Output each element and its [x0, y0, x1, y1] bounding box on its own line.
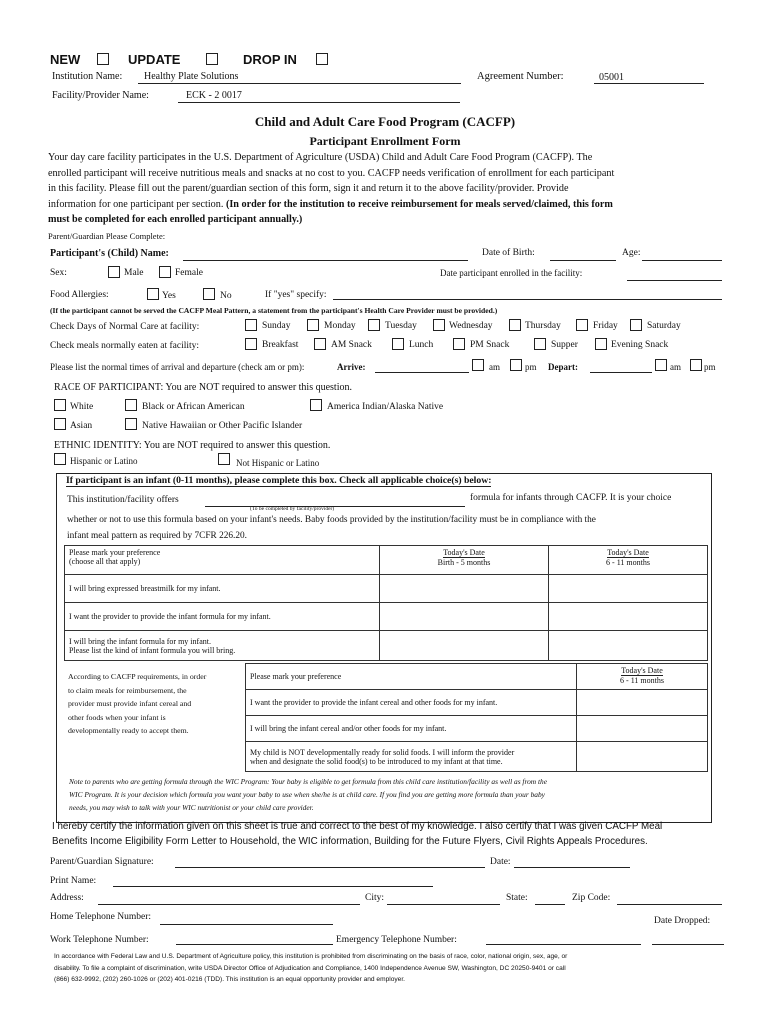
date-label: Date: [490, 857, 511, 867]
dropin-label: DROP IN [243, 52, 297, 67]
day-label-monday: Monday [324, 321, 356, 331]
formula-table [64, 545, 708, 661]
day-label-tuesday: Tuesday [385, 321, 417, 331]
state-field[interactable] [535, 904, 565, 905]
arrive-pm-checkbox[interactable] [510, 359, 522, 371]
update-label: UPDATE [128, 52, 181, 67]
table-row [246, 742, 708, 772]
work-phone-label: Work Telephone Number: [50, 935, 149, 945]
allergies-yes-checkbox[interactable] [147, 288, 159, 300]
agreement-label: Agreement Number: [477, 71, 564, 82]
home-phone-field[interactable] [160, 924, 333, 925]
meal-label-pm-snack: PM Snack [470, 340, 510, 350]
cereal-row3-line2: when and designate the solid food(s) to be introduced to my infant at that time. [250, 756, 503, 766]
day-checkbox-tuesday[interactable] [368, 319, 380, 331]
intro-line-3: in this facility. Please fill out the parent/guardian section of this form, sign it and return it to the above facility/provider. Provide [48, 183, 569, 194]
meal-pattern-note: (If the participant cannot be served the CACFP Meal Pattern, a statement from the participant's Health Care Provider must be provided.) [50, 306, 498, 315]
meal-label-evening-snack: Evening Snack [611, 340, 669, 350]
update-checkbox[interactable] [206, 53, 218, 65]
wic-note-line: Note to parents who are getting formula through the WIC Program: Your baby is eligible to get formula from this child care institution/facility as well as from the [69, 777, 547, 786]
formula-pref-line2: (choose all that apply) [69, 557, 141, 566]
intro-line-4a: information for one participant per section. [48, 199, 226, 210]
allergies-specify-field[interactable] [333, 299, 722, 300]
formula-pref-header [65, 546, 380, 575]
formula-col1-line2: Birth - 5 months [437, 558, 491, 567]
dob-field[interactable] [550, 260, 616, 261]
race-white-checkbox[interactable] [54, 399, 66, 411]
arrive-label: Arrive: [337, 362, 366, 372]
signature-label: Parent/Guardian Signature: [50, 857, 154, 867]
day-checkbox-thursday[interactable] [509, 319, 521, 331]
not-hispanic-checkbox[interactable] [218, 453, 230, 465]
print-name-field[interactable] [113, 886, 433, 887]
race-heading: RACE OF PARTICIPANT: You are NOT required to answer this question. [54, 382, 352, 393]
table-row [65, 575, 708, 603]
cereal-col-line1: Today's Date [621, 666, 663, 675]
certify-line-2: Benefits Income Eligibility Form Letter to Household, the WIC information, Building for the Future Flyers, Civil Rights Appeals Procedures. [52, 836, 648, 847]
state-label: State: [506, 893, 528, 903]
zip-field[interactable] [617, 904, 722, 905]
formula-row1-6-11-cell[interactable] [549, 575, 708, 603]
cereal-row2-cell[interactable] [577, 716, 708, 742]
days-label: Check Days of Normal Care at facility: [50, 322, 200, 332]
infant-heading-text: If participant is an infant (0-11 months), please complete this box. Check all applicable choice(s) below: [66, 475, 492, 486]
offers-label: This institution/facility offers [67, 495, 179, 505]
age-field[interactable] [642, 260, 722, 261]
signature-field[interactable] [175, 867, 485, 868]
facility-value[interactable]: ECK - 2 0017 [186, 90, 242, 101]
wic-note-line: WIC Program. It is your decision which formula you want your baby to use when she/he is at child care. If you find you are getting more formula than your baby [69, 790, 545, 799]
address-label: Address: [50, 893, 84, 903]
female-checkbox[interactable] [159, 266, 171, 278]
complete-label: Parent/Guardian Please Complete: [48, 231, 166, 241]
meal-label-supper: Supper [551, 340, 578, 350]
cereal-row-provider: I want the provider to provide the infant cereal and other foods for my infant. [246, 690, 577, 716]
cereal-row-bring: I will bring the infant cereal and/or other foods for my infant. [246, 716, 577, 742]
meal-checkbox-supper[interactable] [534, 338, 546, 350]
footer-line: (866) 632-9992, (202) 260-1026 or (202) 401-0216 (TDD). This institution is an equal opportunity provider and employer. [54, 976, 406, 983]
table-row [246, 690, 708, 716]
depart-time-field[interactable] [590, 372, 652, 373]
facility-label: Facility/Provider Name: [52, 90, 149, 101]
new-checkbox[interactable] [97, 53, 109, 65]
depart-pm-label: pm [704, 362, 716, 372]
infant-heading [66, 475, 491, 487]
formula-col1-line1: Today's Date [443, 548, 485, 557]
cereal-col-6-11 [577, 664, 708, 690]
hispanic-label: Hispanic or Latino [70, 456, 138, 466]
form-subtitle: Participant Enrollment Form [309, 134, 461, 148]
dropin-checkbox[interactable] [316, 53, 328, 65]
day-label-thursday: Thursday [525, 321, 561, 331]
formula-row1-birth5-cell[interactable] [380, 575, 549, 603]
meals-label: Check meals normally eaten at facility: [50, 341, 200, 351]
enrolled-date-label: Date participant enrolled in the facility: [440, 268, 583, 278]
day-label-friday: Friday [593, 321, 618, 331]
nondiscrimination-footer [54, 951, 567, 986]
formula-pref-line1: Please mark your preference [69, 548, 161, 557]
race-black-checkbox[interactable] [125, 399, 137, 411]
date-dropped-label: Date Dropped: [654, 916, 711, 926]
formula-row-provider: I want the provider to provide the infant formula for my infant. [65, 603, 380, 631]
work-phone-field[interactable] [176, 944, 333, 945]
cereal-row-not-ready [246, 742, 577, 772]
city-label: City: [365, 893, 385, 903]
city-field[interactable] [387, 904, 500, 905]
form-title: Child and Adult Care Food Program (CACFP) [254, 114, 516, 129]
address-field[interactable] [98, 904, 360, 905]
cereal-explanation-line: According to CACFP requirements, in order [68, 672, 207, 681]
day-label-saturday: Saturday [647, 321, 681, 331]
day-checkbox-monday[interactable] [307, 319, 319, 331]
institution-value[interactable]: Healthy Plate Solutions [144, 71, 239, 82]
date-dropped-field[interactable] [652, 944, 724, 945]
formula-row3-line1: I will bring the infant formula for my infant. [69, 636, 211, 646]
cereal-row3-cell[interactable] [577, 742, 708, 772]
sex-label: Sex: [50, 268, 67, 278]
arrive-time-field[interactable] [375, 372, 469, 373]
wic-note [69, 775, 547, 814]
formula-col2-line2: 6 - 11 months [606, 558, 650, 567]
formula-row2-birth5-cell[interactable] [380, 603, 549, 631]
certify-line-1: I hereby certify the information given on this sheet is true and correct to the best of my knowledge. I also certify that I was given CACFP Meal [52, 821, 663, 832]
institution-label: Institution Name: [52, 71, 123, 82]
depart-label: Depart: [548, 362, 578, 372]
child-name-field[interactable] [183, 260, 468, 261]
infant-line-3: infant meal pattern as required by 7CFR 226.20. [67, 531, 247, 541]
formula-row3-6-11-cell[interactable] [549, 631, 708, 661]
offers-sub: (To be completed by facility/provider) [250, 506, 335, 512]
formula-row2-6-11-cell[interactable] [549, 603, 708, 631]
intro-line-4 [48, 199, 613, 210]
formula-col-birth5 [380, 546, 549, 575]
emergency-label: Emergency Telephone Number: [336, 935, 457, 945]
enrolled-date-field[interactable] [627, 280, 722, 281]
offers-field[interactable] [205, 506, 465, 507]
home-phone-label: Home Telephone Number: [50, 912, 151, 922]
table-row [65, 603, 708, 631]
print-name-label: Print Name: [50, 876, 97, 886]
day-label-wednesday: Wednesday [449, 321, 493, 331]
depart-pm-checkbox[interactable] [690, 359, 702, 371]
race-hawaiian-label: Native Hawaiian or Other Pacific Islander [142, 421, 303, 431]
cereal-table [245, 663, 708, 772]
cereal-pref-header: Please mark your preference [246, 664, 577, 690]
meal-checkbox-lunch[interactable] [392, 338, 404, 350]
race-asian-checkbox[interactable] [54, 418, 66, 430]
formula-row-breastmilk: I will bring expressed breastmilk for my infant. [65, 575, 380, 603]
child-name-label: Participant's (Child) Name: [50, 248, 169, 259]
meal-label-breakfast: Breakfast [262, 340, 299, 350]
allergies-no-checkbox[interactable] [203, 288, 215, 300]
specify-label: If "yes" specify: [265, 290, 327, 300]
formula-col-6-11 [549, 546, 708, 575]
meal-checkbox-am-snack[interactable] [314, 338, 326, 350]
cereal-col-line2: 6 - 11 months [620, 676, 664, 685]
formula-row3-line2: Please list the kind of infant formula you will bring. [69, 645, 236, 655]
arrive-am-checkbox[interactable] [472, 359, 484, 371]
arrive-am-label: am [489, 362, 500, 372]
cereal-row1-cell[interactable] [577, 690, 708, 716]
footer-line: disability. To file a complaint of discrimination, write USDA Director Office of Adjudication and Compliance, 1400 Independence Avenue SW, Washington, DC 20250-9401 or call [54, 964, 566, 972]
cereal-explanation [68, 670, 206, 738]
age-label: Age: [622, 248, 641, 258]
cereal-explanation-line: provider must provide infant cereal and [68, 699, 192, 708]
ethnic-heading: ETHNIC IDENTITY: You are NOT required to answer this question. [54, 440, 331, 451]
allergies-label: Food Allergies: [50, 290, 109, 300]
formula-row-bring [65, 631, 380, 661]
footer-line: In accordance with Federal Law and U.S. Department of Agriculture policy, this institution is prohibited from discriminating on the basis of race, color, national origin, sex, age, or [54, 953, 568, 960]
meal-checkbox-evening-snack[interactable] [595, 338, 607, 350]
offers-tail: formula for infants through CACFP. It is your choice [470, 493, 672, 503]
cereal-explanation-line: other foods when your infant is [68, 712, 166, 722]
female-label: Female [175, 268, 203, 278]
meal-checkbox-breakfast[interactable] [245, 338, 257, 350]
arrive-pm-label: pm [525, 362, 537, 372]
depart-am-label: am [670, 362, 681, 372]
dob-label: Date of Birth: [482, 248, 535, 258]
allergies-yes-label: Yes [162, 291, 176, 301]
intro-line-5: must be completed for each enrolled participant annually.) [48, 214, 303, 225]
new-label: NEW [50, 52, 81, 67]
formula-col2-line1: Today's Date [607, 548, 649, 557]
intro-line-1: Your day care facility participates in the U.S. Department of Agriculture (USDA) Child and Adult Care Food Program (CACFP). The [48, 152, 593, 163]
table-row [246, 716, 708, 742]
date-field[interactable] [514, 867, 630, 868]
hispanic-checkbox[interactable] [54, 453, 66, 465]
race-white-label: White [70, 402, 94, 412]
infant-line-2: whether or not to use this formula based on your infant's needs. Baby foods provided by the institution/facility must be in compliance with the [67, 515, 596, 525]
meal-label-am-snack: AM Snack [331, 340, 372, 350]
race-native-label: America Indian/Alaska Native [327, 402, 444, 412]
day-checkbox-sunday[interactable] [245, 319, 257, 331]
emergency-field[interactable] [486, 944, 641, 945]
meal-label-lunch: Lunch [409, 340, 434, 350]
race-native-checkbox[interactable] [310, 399, 322, 411]
intro-line-2: enrolled participant will receive nutritious meals and snacks at no cost to you. CACFP needs verification of enrollment for each participant [48, 168, 615, 179]
day-checkbox-friday[interactable] [576, 319, 588, 331]
not-hispanic-label: Not Hispanic or Latino [236, 458, 320, 468]
cereal-explanation-line: developmentally ready to accept them. [68, 726, 189, 735]
intro-line-4b: (In order for the institution to receive reimbursement for meals served/claimed, this form [225, 199, 613, 210]
wic-note-line: needs, you may wish to talk with your WIC nutritionist or your child care provider. [69, 803, 314, 812]
day-checkbox-wednesday[interactable] [433, 319, 445, 331]
cereal-row3-line1: My child is NOT developmentally ready for solid foods. I will inform the provider [250, 747, 515, 757]
race-hawaiian-checkbox[interactable] [125, 418, 137, 430]
times-label: Please list the normal times of arrival and departure (check am or pm): [50, 362, 305, 372]
agreement-value[interactable]: 05001 [599, 72, 624, 83]
day-checkbox-saturday[interactable] [630, 319, 642, 331]
race-black-label: Black or African American [142, 402, 245, 412]
meal-checkbox-pm-snack[interactable] [453, 338, 465, 350]
day-label-sunday: Sunday [262, 321, 291, 331]
cereal-explanation-line: to claim meals for reimbursement, the [68, 685, 187, 695]
male-checkbox[interactable] [108, 266, 120, 278]
allergies-no-label: No [220, 291, 232, 301]
table-row [65, 631, 708, 661]
depart-am-checkbox[interactable] [655, 359, 667, 371]
formula-row3-birth5-cell[interactable] [380, 631, 549, 661]
zip-label: Zip Code: [572, 893, 611, 903]
male-label: Male [124, 268, 144, 278]
race-asian-label: Asian [70, 421, 93, 431]
